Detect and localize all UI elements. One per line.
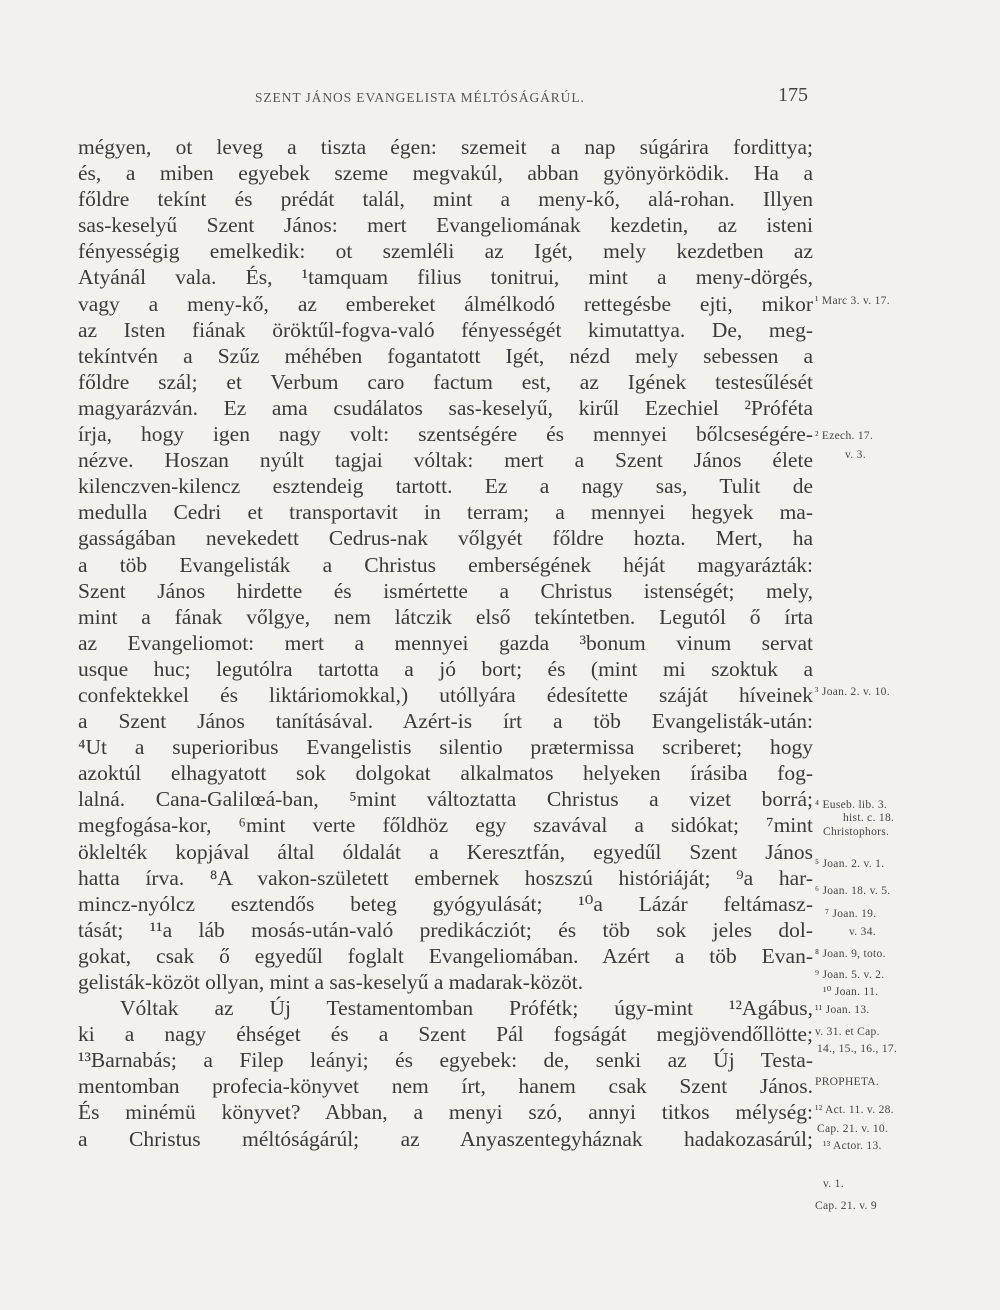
margin-note: ⁴ Euseb. lib. 3. bbox=[815, 799, 888, 811]
text-line: usque huc; legutólra tartotta a jó bort; és (mint mi szoktuk a bbox=[78, 656, 813, 681]
text-line: hatta írva. ⁸A vakon-született embernek hoszszú históriáját; ⁹a har- bbox=[78, 865, 813, 890]
margin-note: ¹³ Actor. 13. bbox=[823, 1140, 882, 1152]
text-line: és, a miben egyebek szeme megvakúl, abban gyönyörködik. Ha a bbox=[78, 161, 813, 186]
text-line: főldre szál; et Verbum caro factum est, az Igének testesűlését bbox=[78, 369, 813, 394]
margin-note: hist. c. 18. bbox=[843, 812, 895, 824]
text-line: gelisták-közöt ollyan, mint a sas-keselyű a madarak-közöt. bbox=[78, 970, 584, 994]
margin-note: Cap. 21. v. 10. bbox=[817, 1123, 889, 1135]
text-line: vagy a meny-kő, az embereket álmélkodó rettegésbe ejti, mikor bbox=[78, 291, 813, 316]
margin-note: PROPHETA. bbox=[815, 1076, 880, 1088]
margin-note: ⁷ Joan. 19. bbox=[825, 908, 877, 920]
text-line: mincz-nyólcz esztendős beteg gyógyulását; ¹⁰a Lázár feltámasz- bbox=[78, 891, 813, 916]
text-line: Szent János hirdette és ismértette a Christus istenségét; mely, bbox=[78, 578, 813, 603]
margin-note: ³ Joan. 2. v. 10. bbox=[815, 686, 890, 698]
text-line: azoktúl elhagyatott sok dolgokat alkalmatos helyeken írásiba fog- bbox=[78, 761, 813, 786]
text-line: mentomban profecia-könyvet nem írt, hanem csak Szent János. bbox=[78, 1074, 813, 1099]
margin-note: v. 3. bbox=[845, 449, 866, 461]
text-line: sas-keselyű Szent János: mert Evangeliomának kezdetin, az isteni bbox=[78, 213, 813, 238]
text-line: a Szent János tanításával. Azért-is írt a töb Evangelisták-után: bbox=[78, 709, 813, 734]
text-line: a töb Evangelisták a Christus emberségének héját magyarázták: bbox=[78, 552, 813, 577]
text-line: tekíntvén a Szűz méhében fogantatott Igét, nézd mely sebessen a bbox=[78, 343, 813, 368]
text-line: mégyen, ot leveg a tiszta égen: szemeit a nap súgárira fordittya; bbox=[78, 135, 813, 159]
margin-note: Cap. 21. v. 9 bbox=[815, 1200, 877, 1212]
text-line: gokat, csak ő egyedűl foglalt Evangeliomában. Azért a töb Evan- bbox=[78, 943, 813, 968]
margin-note: v. 34. bbox=[849, 926, 876, 938]
margin-note: ⁹ Joan. 5. v. 2. bbox=[815, 969, 885, 981]
text-line: magyarázván. Ez ama csudálatos sas-keselyű, kirűl Ezechiel ²Prófétа bbox=[78, 395, 813, 420]
margin-note: v. 1. bbox=[823, 1178, 844, 1190]
margin-note: ¹ Marc 3. v. 17. bbox=[815, 295, 890, 307]
text-line: Atyánál vala. És, ¹tamquam filius tonitrui, mint a meny-dörgés, bbox=[78, 265, 813, 290]
text-line: ¹³Barnabás; a Filep leányi; és egyebek: de, senki az Új Testa- bbox=[78, 1048, 813, 1073]
text-line: gasságában nevekedett Cedrus-nak vőlgyét főldre hozta. Mert, ha bbox=[78, 526, 813, 551]
text-line: ⁴Ut a superioribus Evangelistis silentio prætermissa scriberet; hogy bbox=[78, 735, 813, 760]
text-line: És minémü könyvet? Abban, a menyi szó, annyi titkos mélység: bbox=[78, 1100, 813, 1125]
text-line: kilenczven-kilencz esztendeig tartott. Ez a nagy sas, Tulit de bbox=[78, 474, 813, 499]
margin-note: ⁸ Joan. 9, toto. bbox=[815, 948, 886, 960]
margin-note: ⁵ Joan. 2. v. 1. bbox=[815, 858, 885, 870]
margin-note: ¹² Act. 11. v. 28. bbox=[815, 1104, 894, 1116]
text-line: megfogása-kor, ⁶mint verte főldhöz egy szavával a sidókat; ⁷mint bbox=[78, 813, 813, 838]
text-line: a Christus méltóságárúl; az Anyaszentegyháznak hadakozasárúl; bbox=[78, 1126, 813, 1151]
text-line: írja, hogy igen nagy volt: szentségére és mennyei bőlcseségére- bbox=[78, 422, 813, 447]
page-number: 175 bbox=[778, 84, 808, 106]
text-line: mint a fának vőlgye, nem látczik első tekíntetben. Legutól ő írta bbox=[78, 604, 813, 629]
text-line: ki a nagy éhséget és a Szent Pál fogságát megjövendőllötte; bbox=[78, 1022, 813, 1047]
margin-note: v. 31. et Cap. bbox=[815, 1026, 880, 1038]
margin-note: ¹¹ Joan. 13. bbox=[815, 1004, 870, 1016]
text-line: lalná. Cana-Galilœá-ban, ⁵mint változtatta Christus a vizet borrá; bbox=[78, 787, 813, 812]
margin-note: 14., 15., 16., 17. bbox=[817, 1043, 898, 1055]
margin-note: ⁶ Joan. 18. v. 5. bbox=[815, 885, 891, 897]
text-line: fényességig emelkedik: ot szemléli az Igét, mely kezdetben az bbox=[78, 239, 813, 264]
text-line: confektekkel és liktáriomokkal,) utóllyára édesítette száját híveinek bbox=[78, 682, 813, 707]
text-line: az Evangeliomot: mert a mennyei gazda ³bonum vinum servat bbox=[78, 630, 813, 655]
margin-note: ¹⁰ Joan. 11. bbox=[823, 986, 879, 998]
margin-note: Christophors. bbox=[823, 826, 890, 838]
margin-note: ² Ezech. 17. bbox=[815, 430, 874, 442]
text-line: nézve. Hoszan nyúlt tagjai vóltak: mert a Szent János élete bbox=[78, 448, 813, 473]
text-line: medulla Cedri et transportavit in terram; a mennyei hegyek ma- bbox=[78, 500, 813, 525]
text-line: főldre tekínt és prédát talál, mint a meny-kő, alá-rohan. Illyen bbox=[78, 187, 813, 212]
text-line: tását; ¹¹a láb mosás-után-való predikácziót; és töb sok jeles dol- bbox=[78, 917, 813, 942]
body-text bbox=[78, 134, 813, 1152]
text-line: öklelték kopjával által óldalát a Keresztfán, egyedűl Szent János bbox=[78, 839, 813, 864]
running-title: SZENT JÁNOS EVANGELISTA MÉLTÓSÁGÁRÚL. bbox=[255, 90, 585, 105]
text-line: Vóltak az Új Testamentomban Prófétk; úgy-mint ¹²Agábus, bbox=[120, 996, 813, 1021]
text-line: az Isten fiának öröktűl-fogva-való fényességét kimutattya. De, meg- bbox=[78, 317, 813, 342]
page-header bbox=[0, 84, 1000, 108]
